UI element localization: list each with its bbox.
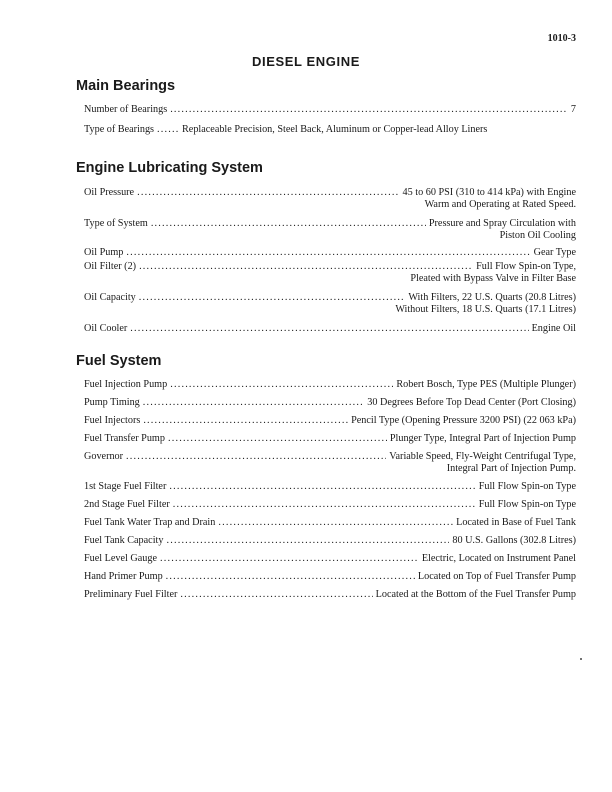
scan-mark (580, 658, 582, 660)
leader-dots (126, 246, 530, 259)
spec-label: Governor (84, 451, 124, 462)
spec-row (84, 432, 576, 445)
spec-value-continued: Warm and Operating at Rated Speed. (424, 199, 576, 210)
spec-label: 2nd Stage Fuel Filter (84, 499, 170, 510)
spec-label: Fuel Transfer Pump (84, 433, 165, 444)
spec-label: Fuel Injectors (84, 415, 141, 426)
spec-value: Pencil Type (Opening Pressure 3200 PSI) (22 063 kPa) (351, 415, 576, 426)
spec-row (84, 552, 576, 565)
leader-dots (139, 291, 406, 304)
spec-value: Located on Top of Fuel Transfer Pump (417, 571, 576, 582)
spec-value: Gear Type (533, 247, 576, 258)
main-bearings-heading: Main Bearings (76, 78, 176, 94)
spec-value: 30 Degrees Before Top Dead Center (Port Closing) (367, 397, 576, 408)
spec-value: Full Flow Spin-on Type, (476, 261, 576, 272)
lubricating-section (76, 160, 576, 335)
spec-row-oil-filter (84, 260, 576, 273)
spec-value-continued: Integral Part of Injection Pump. (446, 463, 576, 474)
leader-dots (173, 498, 476, 511)
leader-dots (170, 103, 568, 116)
spec-label: Oil Pump (84, 247, 124, 258)
spec-label: Oil Cooler (84, 323, 128, 334)
spec-value-continued: Without Filters, 18 U.S. Quarts (17.1 Litres) (395, 304, 576, 315)
page-number: 1010-3 (547, 33, 576, 44)
spec-value: With Filters, 22 U.S. Quarts (20.8 Litres) (408, 292, 576, 303)
spec-row-oil-pressure (84, 186, 576, 199)
spec-value: Pressure and Spray Circulation with (428, 218, 576, 229)
spec-row (84, 516, 576, 529)
spec-label: Type of Bearings (84, 124, 155, 135)
spec-row-oil-cooler (84, 322, 576, 335)
leader-dots (143, 414, 348, 427)
spec-row (84, 498, 576, 511)
spec-row (84, 534, 576, 547)
spec-value: Plunger Type, Integral Part of Injection Pump (389, 433, 576, 444)
spec-label: Oil Filter (2) (84, 261, 137, 272)
spec-row-type-of-bearings (84, 123, 576, 136)
spec-value: Electric, Located on Instrument Panel (421, 553, 576, 564)
spec-label: Oil Capacity (84, 292, 136, 303)
spec-value: Full Flow Spin-on Type (478, 481, 576, 492)
spec-label: Type of System (84, 218, 148, 229)
spec-label: Fuel Injection Pump (84, 379, 168, 390)
spec-row (84, 570, 576, 583)
leader-dots (126, 450, 386, 463)
spec-row (84, 414, 576, 427)
leader-dots (166, 534, 449, 547)
spec-value: 7 (570, 104, 576, 115)
leader-dots (166, 570, 415, 583)
leader-dots (218, 516, 453, 529)
spec-row (84, 450, 576, 463)
leader-dots (137, 186, 399, 199)
spec-value: Replaceable Precision, Steel Back, Aluminum or Copper-lead Alloy Liners (182, 124, 488, 135)
spec-label: Fuel Tank Water Trap and Drain (84, 517, 216, 528)
spec-value: Located in Base of Fuel Tank (456, 517, 576, 528)
fuel-heading: Fuel System (76, 353, 162, 369)
spec-row-number-of-bearings (84, 103, 576, 116)
spec-value: Full Flow Spin-on Type (478, 499, 576, 510)
spec-label: Number of Bearings (84, 104, 168, 115)
spec-label: Fuel Tank Capacity (84, 535, 164, 546)
spec-value: Located at the Bottom of the Fuel Transfer Pump (375, 589, 576, 600)
leader-dots (143, 396, 364, 409)
spec-row-oil-pump (84, 246, 576, 259)
leader-dots (151, 217, 426, 230)
spec-row (84, 378, 576, 391)
spec-value: Robert Bosch, Type PES (Multiple Plunger) (396, 379, 576, 390)
spec-row (84, 588, 576, 601)
spec-label: 1st Stage Fuel Filter (84, 481, 167, 492)
spec-row-type-of-system (84, 217, 576, 230)
spec-row-oil-capacity (84, 291, 576, 304)
spec-label: Fuel Level Gauge (84, 553, 157, 564)
spec-label: Hand Primer Pump (84, 571, 163, 582)
leader-dots (170, 378, 393, 391)
spec-label: Pump Timing (84, 397, 140, 408)
spec-label: Oil Pressure (84, 187, 135, 198)
spec-row (84, 396, 576, 409)
spec-value: Engine Oil (531, 323, 576, 334)
leader-dots (130, 322, 528, 335)
leader-dots (157, 123, 179, 136)
leader-dots (169, 480, 475, 493)
page-title: DIESEL ENGINE (252, 54, 360, 69)
leader-dots (180, 588, 372, 601)
leader-dots (160, 552, 419, 565)
leader-dots (139, 260, 473, 273)
fuel-section (76, 353, 576, 601)
spec-value: 45 to 60 PSI (310 to 414 kPa) with Engine (402, 187, 576, 198)
spec-label: Preliminary Fuel Filter (84, 589, 178, 600)
spec-value-continued: Pleated with Bypass Valve in Filter Base (410, 273, 576, 284)
leader-dots (168, 432, 387, 445)
spec-value: Variable Speed, Fly-Weight Centrifugal Type, (389, 451, 576, 462)
spec-value-continued: Piston Oil Cooling (499, 230, 576, 241)
lubricating-heading: Engine Lubricating System (76, 160, 263, 176)
spec-row (84, 480, 576, 493)
main-bearings-section (76, 78, 576, 136)
spec-value: 80 U.S. Gallons (302.8 Litres) (452, 535, 576, 546)
